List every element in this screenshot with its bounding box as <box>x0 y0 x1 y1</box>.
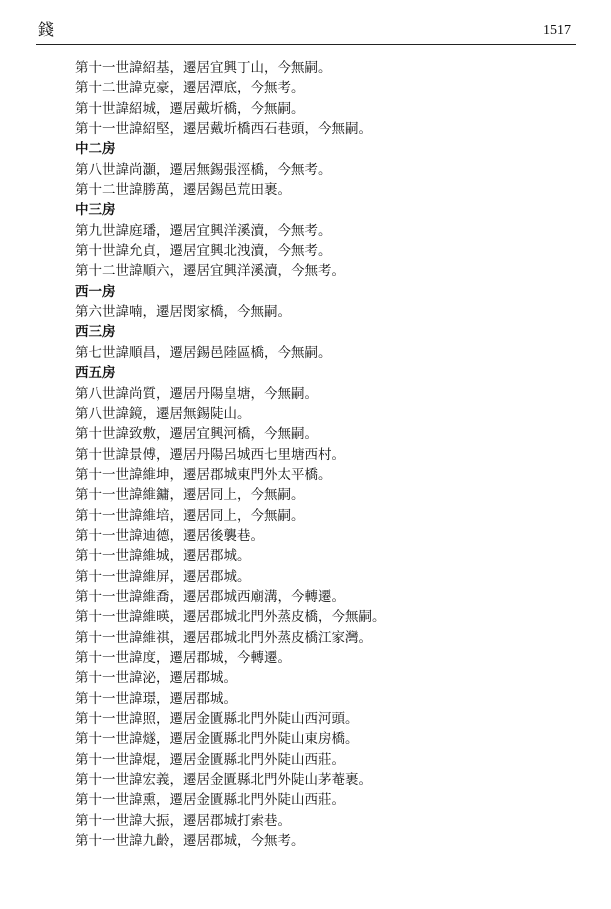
text-line: 第十二世諱克豪，遷居潭底，今無考。 <box>75 80 305 97</box>
text-line: 第十一世諱維祺，遷居郡城北門外蒸皮橋江家灣。 <box>75 629 372 646</box>
text-line: 第十一世諱維暎，遷居郡城北門外蒸皮橋，今無嗣。 <box>75 609 386 626</box>
genealogy-text-body <box>75 58 595 851</box>
text-line: 第十一世諱璟，遷居郡城。 <box>75 690 237 707</box>
text-line: 第十一世諱迪德，遷居後襲巷。 <box>75 527 264 544</box>
running-head-title: 錢 <box>38 20 55 39</box>
text-line: 第十世諱紹城，遷居戴圻橋，今無嗣。 <box>75 100 305 117</box>
text-line: 第十一世諱維坤，遷居郡城東門外太平橋。 <box>75 466 332 483</box>
page-number: 1517 <box>543 23 571 38</box>
text-line: 第十一世諱維培，遷居同上，今無嗣。 <box>75 507 305 524</box>
text-line: 第十一世諱紹堅，遷居戴圻橋西石巷頭，今無嗣。 <box>75 121 372 138</box>
text-line: 第十一世諱大振，遷居郡城打索巷。 <box>75 812 291 829</box>
text-line: 第十一世諱維城，遷居郡城。 <box>75 548 251 565</box>
text-line: 第十一世諱維屏，遷居郡城。 <box>75 568 251 585</box>
text-line: 第十世諱致敷，遷居宜興河橋，今無嗣。 <box>75 426 318 443</box>
text-line: 第十一世諱焜，遷居金匱縣北門外陡山西莊。 <box>75 751 345 768</box>
text-line: 第十二世諱勝萬，遷居錫邑荒田裹。 <box>75 182 291 199</box>
section-heading: 西五房 <box>75 365 116 382</box>
text-line: 第八世諱尚質，遷居丹陽皇塘，今無嗣。 <box>75 385 318 402</box>
text-line: 第八世諱鏡，遷居無錫陡山。 <box>75 405 251 422</box>
text-line: 第七世諱順昌，遷居錫邑陸區橋，今無嗣。 <box>75 344 332 361</box>
page-header <box>0 0 611 48</box>
text-line: 第十一世諱度，遷居郡城，今轉遷。 <box>75 649 291 666</box>
text-line: 第十世諱景傅，遷居丹陽呂城西七里塘西村。 <box>75 446 345 463</box>
text-line: 第八世諱尚灝，遷居無錫張涇橋，今無考。 <box>75 161 332 178</box>
text-line: 第六世諱喃，遷居閔家橋，今無嗣。 <box>75 304 291 321</box>
section-heading: 西三房 <box>75 324 116 341</box>
text-line: 第十二世諱順六，遷居宜興洋溪瀆，今無考。 <box>75 263 345 280</box>
text-line: 第十一世諱宏義，遷居金匱縣北門外陡山茅菴裹。 <box>75 772 372 789</box>
text-line: 第十一世諱熏，遷居金匱縣北門外陡山西莊。 <box>75 792 345 809</box>
text-line: 第十一世諱維喬，遷居郡城西廟溝，今轉遷。 <box>75 588 345 605</box>
text-line: 第十一世諱泌，遷居郡城。 <box>75 670 237 687</box>
section-heading: 中二房 <box>75 141 116 158</box>
text-line: 第十世諱允貞，遷居宜興北洩瀆，今無考。 <box>75 243 332 260</box>
text-line: 第十一世諱紹基，遷居宜興丁山，今無嗣。 <box>75 60 332 76</box>
section-heading: 西一房 <box>75 283 116 300</box>
text-line: 第十一世諱維鏞，遷居同上，今無嗣。 <box>75 487 305 504</box>
header-rule <box>36 44 576 45</box>
text-line: 第十一世諱九齡，遷居郡城，今無考。 <box>75 833 305 850</box>
section-heading: 中三房 <box>75 202 116 219</box>
text-line: 第十一世諱照，遷居金匱縣北門外陡山西河頭。 <box>75 711 359 727</box>
text-line: 第九世諱庭璠，遷居宜興洋溪瀆，今無考。 <box>75 222 332 239</box>
text-line: 第十一世諱燧，遷居金匱縣北門外陡山東房橋。 <box>75 731 359 748</box>
